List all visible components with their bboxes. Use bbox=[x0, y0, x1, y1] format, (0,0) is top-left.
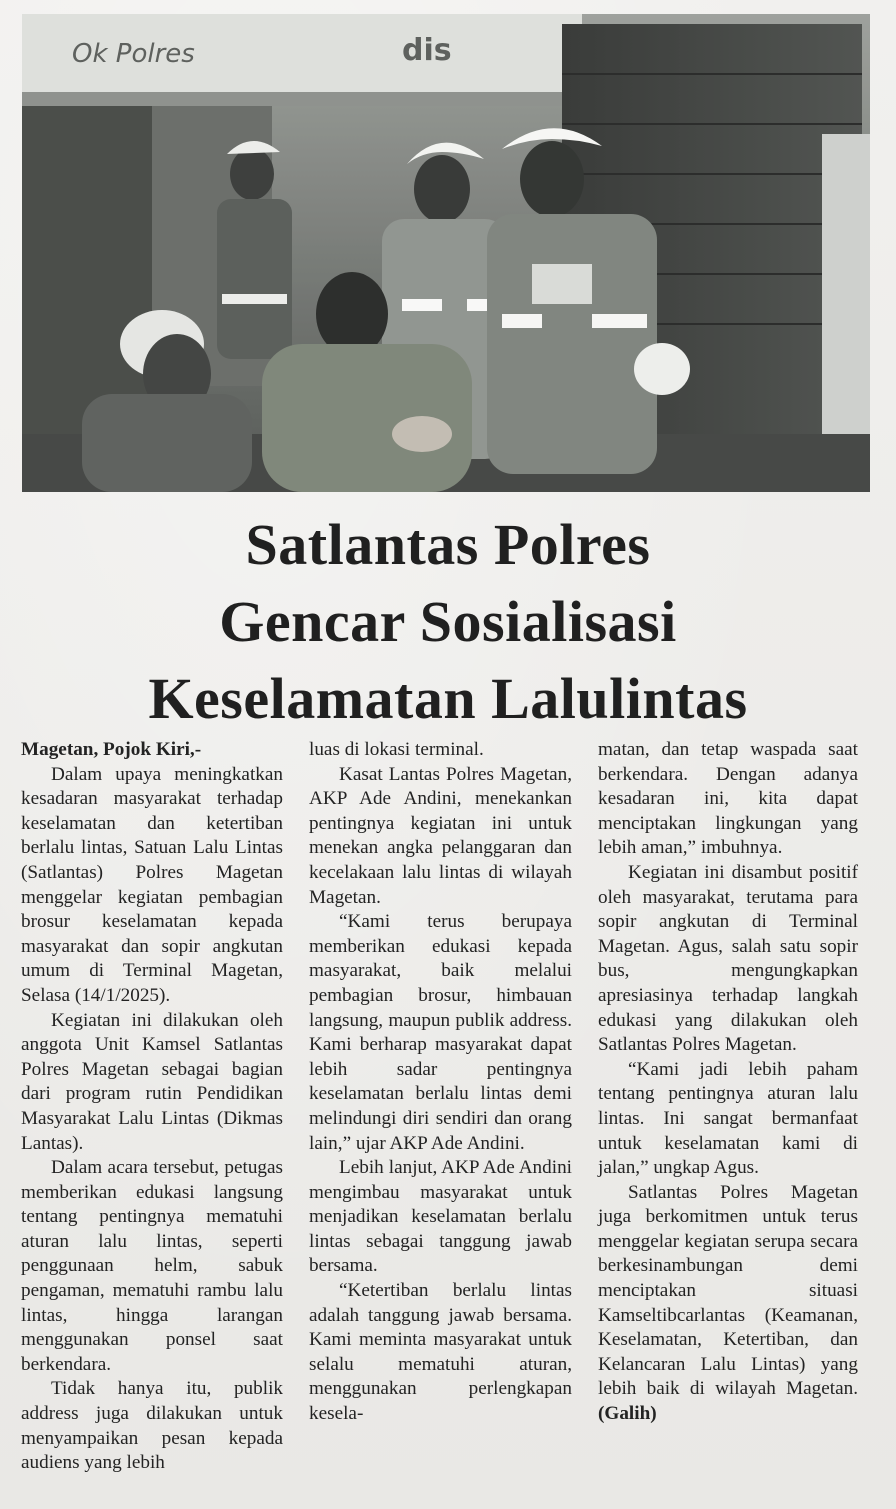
paragraph: “Ketertiban berlalu lintas adalah tanggung jawab bersama. Kami meminta masyarakat untuk selalu mematuhi aturan, menggunakan perlengkapan kesela- bbox=[309, 1280, 572, 1425]
paragraph: “Kami jadi lebih paham tentang pentingnya aturan lalu lintas. Ini sangat bermanfaat untuk keselamatan kami di jalan,” ungkap Agus. bbox=[598, 1058, 858, 1179]
paragraph-text: Satlantas Polres Magetan juga berkomitmen untuk terus menggelar kegiatan serupa secara berkesinambungan demi menciptakan situasi Kamseltibcarlantas (Keamanan, Keselamatan, Ketertiban, dan Kelancaran Lalu Lintas) yang lebih baik di wilayah Magetan. bbox=[598, 1181, 858, 1400]
article-column-2 bbox=[309, 738, 572, 1427]
paragraph-continuation: luas di lokasi terminal. bbox=[309, 739, 484, 760]
paragraph: Kasat Lantas Polres Magetan, AKP Ade Andini, menekankan pentingnya kegiatan ini untuk menekan angka pelanggaran dan kecelakaan lalu lintas di wilayah Magetan. bbox=[309, 763, 572, 908]
paragraph: Kegiatan ini dilakukan oleh anggota Unit Kamsel Satlantas Polres Magetan sebagai bagian dari program rutin Pendidikan Masyarakat Lalu Lintas (Dikmas Lantas). bbox=[21, 1009, 283, 1154]
photo-icon bbox=[22, 14, 870, 492]
sign-text-left: Ok Polres bbox=[72, 39, 195, 69]
paragraph: Lebih lanjut, AKP Ade Andini mengimbau masyarakat untuk menjadikan keselamatan berlalu lintas sebagai tanggung jawab bersama. bbox=[309, 1157, 572, 1277]
headline-line-1: Satlantas Polres bbox=[245, 512, 651, 577]
headline-line-3: Keselamatan Lalulintas bbox=[148, 666, 748, 731]
paragraph: Tidak hanya itu, publik address juga dilakukan untuk menyampaikan pesan kepada audiens yang lebih bbox=[21, 1378, 283, 1474]
article-column-1 bbox=[21, 738, 283, 1476]
headline bbox=[20, 506, 876, 737]
paragraph: Kegiatan ini disambut positif oleh masyarakat, terutama para sopir angkutan di Terminal Magetan. Agus, salah satu sopir bus, mengungkapkan apresiasinya terhadap langkah edukasi yang dilakukan oleh Satlantas Polres Magetan. bbox=[598, 861, 858, 1056]
article-column-3 bbox=[598, 738, 858, 1427]
paragraph-last bbox=[598, 1181, 858, 1427]
headline-line-2: Gencar Sosialisasi bbox=[219, 589, 677, 654]
author-credit: (Galih) bbox=[598, 1403, 657, 1425]
paragraph: Dalam upaya meningkatkan kesadaran masyarakat terhadap keselamatan dan ketertiban berlalu lintas, Satuan Lalu Lintas (Satlantas) Polres Magetan menggelar kegiatan pembagian brosur keselamatan kepada masyarakat dan sopir angkutan umum di Terminal Magetan, Selasa (14/1/2025). bbox=[21, 763, 283, 1006]
paragraph: “Kami terus berupaya memberikan edukasi kepada masyarakat, baik melalui pembagian brosur, himbauan langsung, maupun publik address. Kami berharap masyarakat dapat lebih sadar pentingnya keselamatan berlalu lintas demi melindungi diri sendiri dan orang lain,” ujar AKP Ade Andini. bbox=[309, 911, 572, 1154]
paragraph-continuation: matan, dan tetap waspada saat berkendara. Dengan adanya kesadaran ini, kita dapat menciptakan lingkungan yang lebih aman,” imbuhnya. bbox=[598, 739, 858, 859]
news-photo bbox=[22, 14, 870, 492]
sign-text-right: dis bbox=[402, 33, 452, 68]
paragraph: Dalam acara tersebut, petugas memberikan edukasi langsung tentang pentingnya mematuhi aturan lalu lintas, seperti penggunaan helm, sabuk pengaman, mematuhi rambu lalu lintas, hingga larangan menggunakan ponsel saat berkendara. bbox=[21, 1157, 283, 1375]
dateline: Magetan, Pojok Kiri,- bbox=[21, 739, 202, 760]
